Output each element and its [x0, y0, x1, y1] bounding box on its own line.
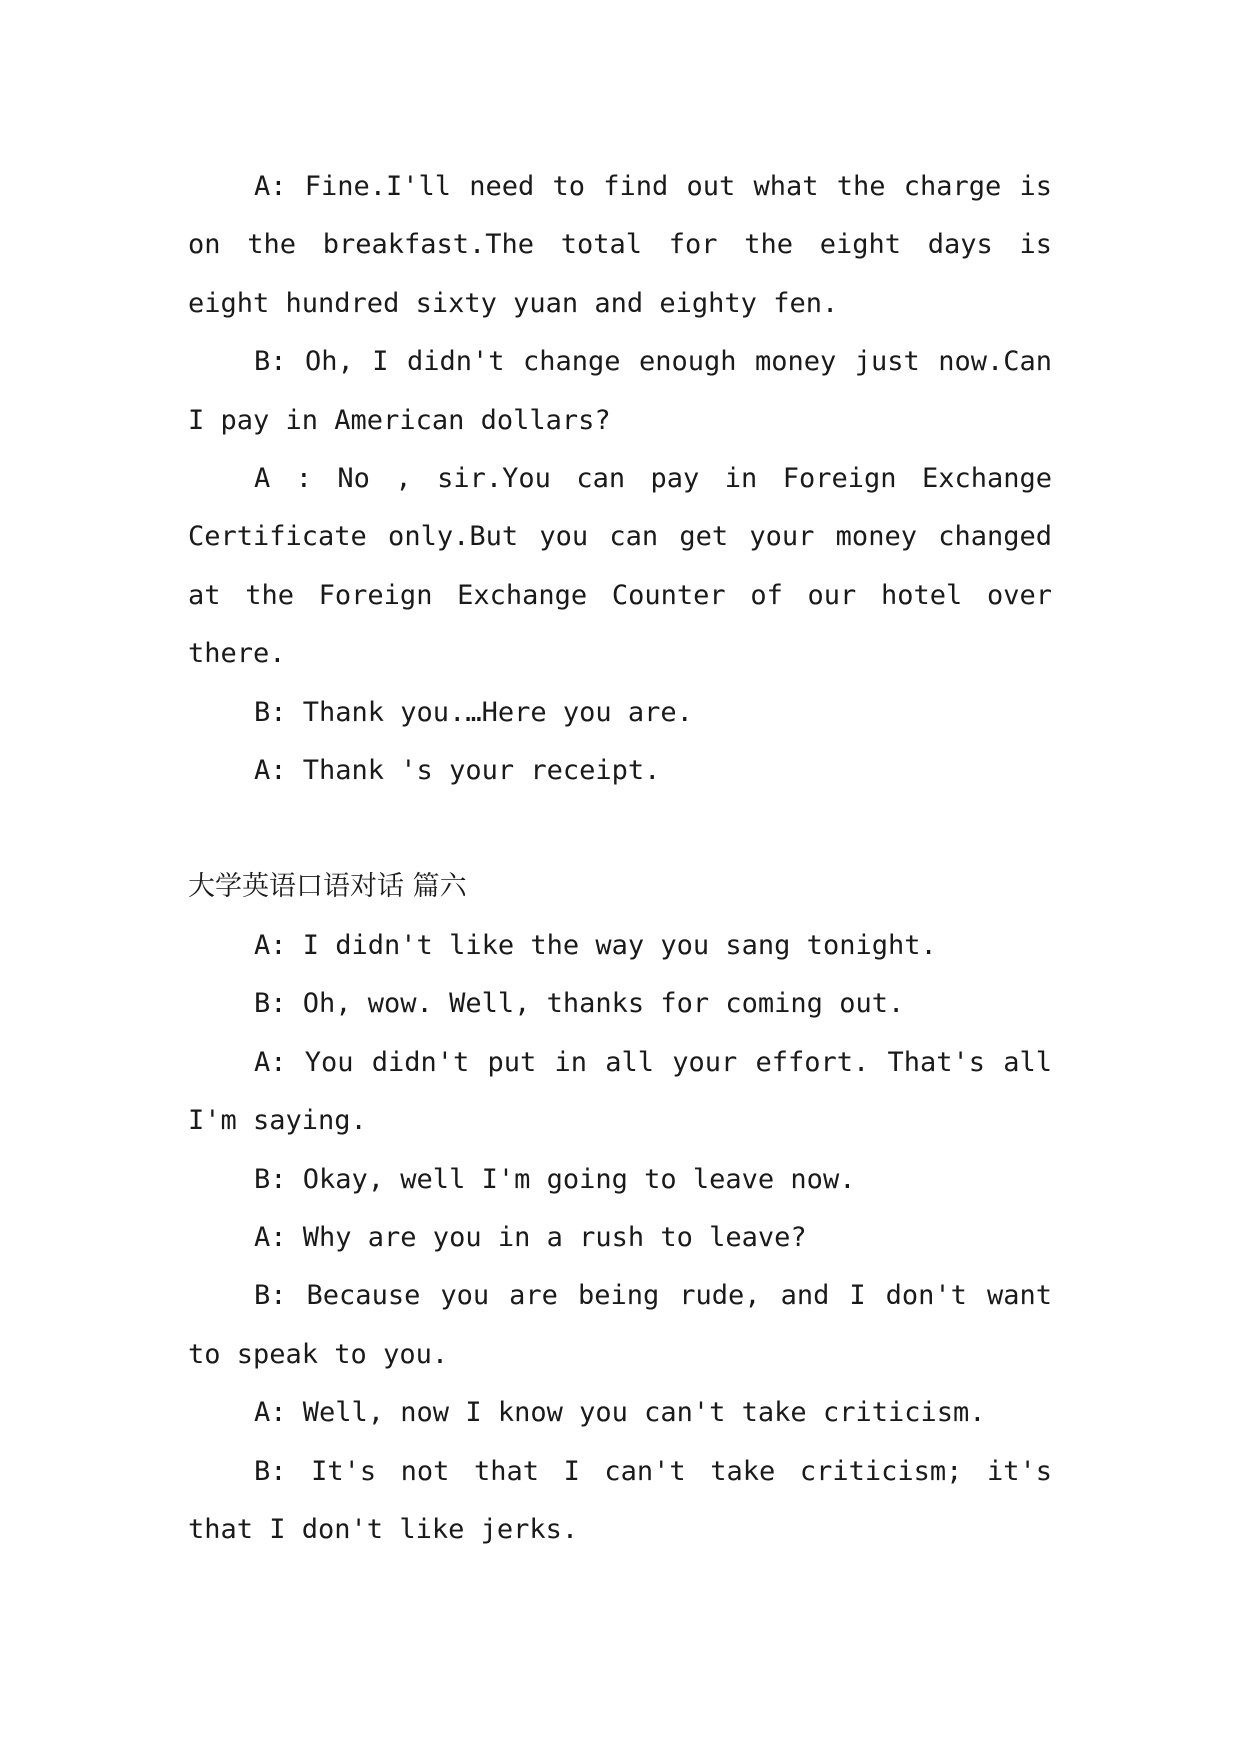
dialogue-line: B: Oh, I didn't change enough money just now.Can I pay in American dollars? — [188, 346, 1052, 436]
dialogue-line: A: Well, now I know you can't take criticism. — [254, 1397, 986, 1429]
dialogue-line: A: Why are you in a rush to leave? — [254, 1221, 807, 1253]
dialogue-line: A: Fine.I'll need to find out what the charge is on the breakfast.The total for the eight days is eight hundred sixty yuan and eighty fen. — [188, 171, 1052, 319]
dialogue-line: A: I didn't like the way you sang tonight. — [254, 929, 937, 961]
section-heading: 大学英语口语对话 篇六 — [188, 871, 467, 903]
dialogue-line: B: Okay, well I'm going to leave now. — [254, 1163, 856, 1195]
dialogue-line: B: It's not that I can't take criticism; it's that I don't like jerks. — [188, 1455, 1052, 1545]
dialogue-line: A : No , sir.You can pay in Foreign Exchange Certificate only.But you can get your money changed at the Foreign Exchange Counter of our hotel over there. — [188, 463, 1052, 670]
dialogue-line: B: Oh, wow. Well, thanks for coming out. — [254, 988, 905, 1020]
dialogue-line: A: Thank 's your receipt. — [254, 755, 661, 787]
dialogue-line: A: You didn't put in all your effort. That's all I'm saying. — [188, 1046, 1052, 1137]
document-page — [188, 158, 1052, 1559]
dialogue-line: B: Thank you.…Here you are. — [254, 696, 693, 728]
dialogue-line: B: Because you are being rude, and I don't want to speak to you. — [188, 1280, 1052, 1370]
